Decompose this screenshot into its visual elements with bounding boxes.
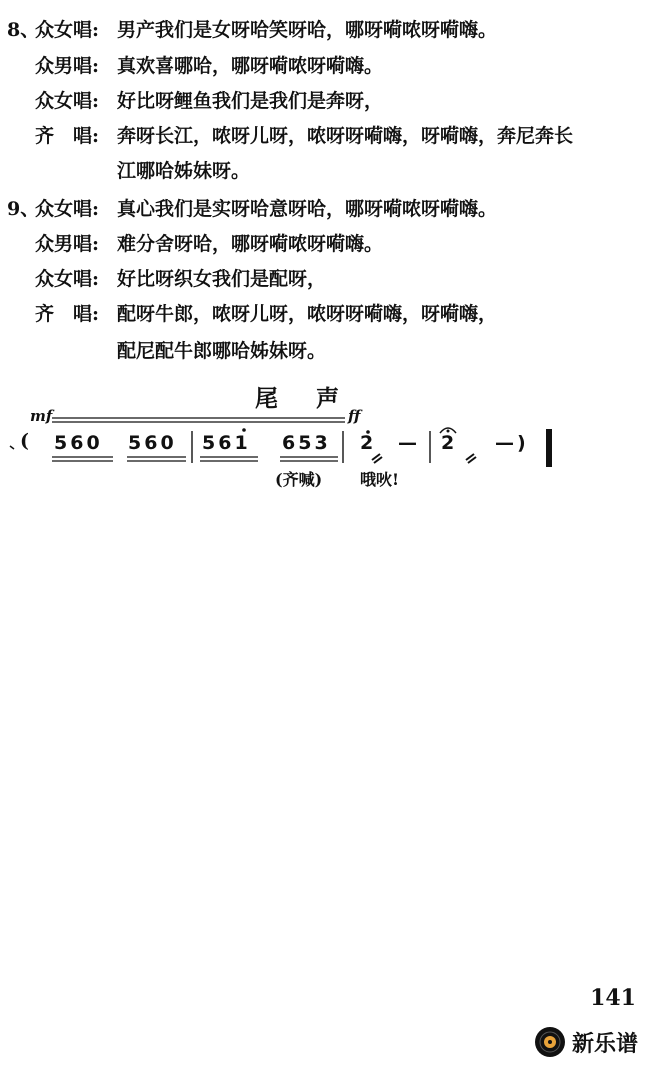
dash: — <box>398 432 420 454</box>
lyric-text: 好比呀织女我们是配呀， <box>117 268 327 290</box>
lyric-text: 江哪哈姊妹呀。 <box>117 160 251 182</box>
dynamic-ff: ff <box>348 407 361 425</box>
open-paren: ( <box>20 430 29 452</box>
singer-role: 众女唱: <box>35 90 100 112</box>
singer-role: 众男唱: <box>35 233 100 255</box>
verse-number: 9、 <box>7 198 40 220</box>
singer-role: 众女唱: <box>35 268 100 290</box>
lyric-text: 配尼配牛郎哪哈姊妹呀。 <box>117 340 327 362</box>
sustained-note: 2 <box>360 432 377 454</box>
note-group: 560 <box>128 432 177 454</box>
singer-role: 众男唱: <box>35 55 100 77</box>
lyric-text: 好比呀鲤鱼我们是我们是奔呀， <box>117 90 384 112</box>
note-group: 561 <box>202 432 251 454</box>
note-group: 560 <box>54 432 103 454</box>
singer-role: 众女唱: <box>35 198 100 220</box>
lyric-text: 配呀牛郎，哝呀儿呀，哝呀呀嗬嗨，呀嗬嗨， <box>117 303 498 325</box>
lyric-text: 奔呀长江，哝呀儿呀，哝呀呀嗬嗨，呀嗬嗨，奔尼奔长 <box>117 125 574 147</box>
shout-label: (齐喊) <box>275 470 323 489</box>
singer-role: 齐 唱: <box>35 125 100 147</box>
coda-title: 尾声 <box>255 386 377 412</box>
verse-number: 8、 <box>7 19 40 41</box>
page-number: 141 <box>590 985 636 1011</box>
singer-role: 众女唱: <box>35 19 100 41</box>
note-group: 653 <box>282 432 331 454</box>
dynamic-mf: mf <box>30 407 53 425</box>
coda-notation <box>0 405 650 495</box>
lyric-text: 难分舍呀哈，哪呀嗬哝呀嗬嗨。 <box>117 233 384 255</box>
shout-text: 哦吙! <box>360 470 400 489</box>
lyric-text: 真心我们是实呀哈意呀哈，哪呀嗬哝呀嗬嗨。 <box>117 198 498 220</box>
watermark-label: 新乐谱 <box>571 1031 638 1057</box>
lyric-text: 男产我们是女呀哈笑呀哈，哪呀嗬哝呀嗬嗨。 <box>117 19 498 41</box>
lyric-text: 真欢喜哪哈，哪呀嗬哝呀嗬嗨。 <box>117 55 384 77</box>
singer-role: 齐 唱: <box>35 303 100 325</box>
sustained-note: 2 <box>441 432 458 454</box>
watermark <box>534 1025 638 1059</box>
closing-dash: —) <box>495 432 529 454</box>
record-disc-icon <box>534 1026 566 1058</box>
